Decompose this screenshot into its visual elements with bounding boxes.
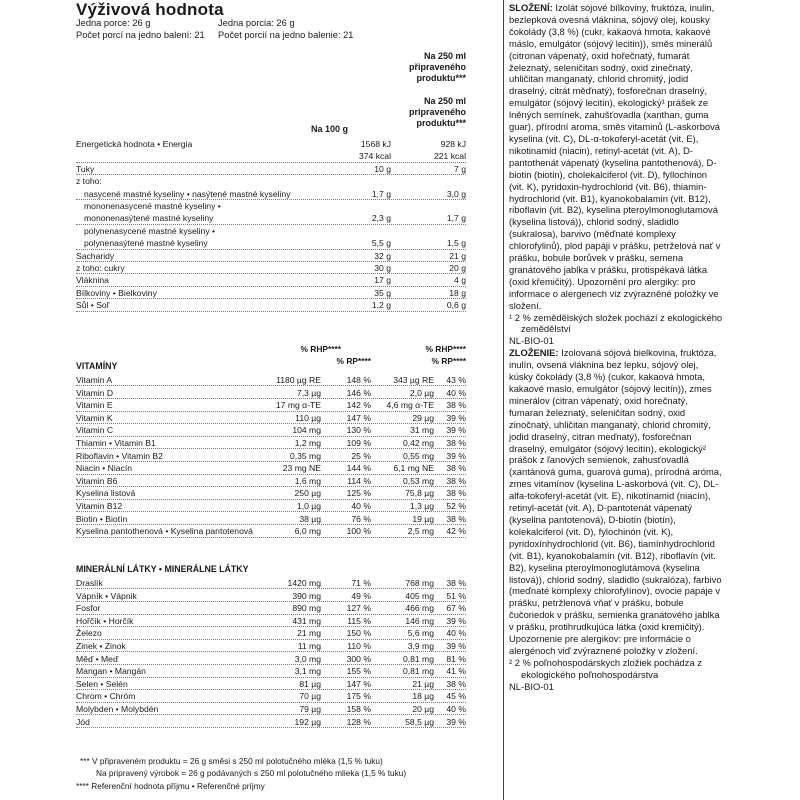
value-per-250ml: 20 g <box>449 263 466 273</box>
mineral-label: Chrom • Chróm <box>76 691 136 702</box>
amount-per-250ml: 2,0 µg <box>409 387 434 398</box>
ingredients-cz-heading: SLOŽENÍ: <box>509 2 553 13</box>
value-per-250ml: 1,5 g <box>446 238 466 249</box>
vitamin-label: Vitamin K <box>76 412 113 423</box>
nutrient-row <box>76 163 466 175</box>
nutrient-label: nasycené mastné kyseliny • nasýtené mastné kyseliny <box>84 188 291 199</box>
minerals-heading: MINERÁLNÍ LÁTKY • MINERÁLNE LÁTKY <box>76 564 249 574</box>
ingredients-sk-heading: ZLOŽENIE: <box>509 347 559 359</box>
value-per-100g: 5,5 g <box>371 238 391 249</box>
amount-per-100g: 81 µg <box>299 678 321 689</box>
nutrient-row <box>76 200 466 212</box>
vitamin-row <box>76 387 466 399</box>
value-per-100g: 35 g <box>374 287 391 298</box>
amount-per-250ml: 21 µg <box>412 678 434 689</box>
percent-ri-per-250ml: 38 % <box>446 578 466 588</box>
amount-per-250ml: 343 µg RE <box>393 375 434 385</box>
percent-ri-per-100g: 40 % <box>351 501 371 511</box>
organic-note-sk: ² 2 % poľnohospodárskych zložiek pochádza z ekologického poľnohospodárstva <box>509 656 702 680</box>
nutrient-row <box>76 299 466 311</box>
percent-ri-per-100g: 49 % <box>351 590 371 601</box>
vitamin-row <box>76 487 466 499</box>
nutrient-row <box>76 175 466 187</box>
servings-per-pack-cz: Počet porcí na jedno balení: 21 <box>76 30 205 40</box>
mineral-label: Selen • Selén <box>76 678 128 689</box>
percent-ri-per-250ml: 39 % <box>446 412 466 423</box>
value-per-100g: 10 g <box>374 163 391 174</box>
amount-per-250ml: 146 mg <box>405 615 434 626</box>
percent-ri-per-100g: 114 % <box>347 475 371 486</box>
vitamin-row <box>76 450 466 462</box>
mineral-row <box>76 716 466 728</box>
percent-ri-per-100g: 25 % <box>351 450 371 461</box>
percent-ri-per-100g: 71 % <box>351 578 371 588</box>
nutrient-row <box>76 150 466 162</box>
percent-ri-per-100g: 109 % <box>346 438 371 448</box>
vitamin-row <box>76 399 466 411</box>
value-per-250ml: 0,6 g <box>446 300 466 311</box>
amount-per-100g: 104 mg <box>292 425 321 436</box>
amount-per-250ml: 58,5 µg <box>405 716 434 727</box>
amount-per-100g: 38 µg <box>299 513 321 524</box>
vitamin-label: Biotin • Biotín <box>76 513 128 524</box>
vitamin-label: Kyselina pantothenová • Kyselina pantotenová <box>76 526 253 537</box>
amount-per-250ml: 29 µg <box>412 412 434 423</box>
value-per-100g: 2,3 g <box>371 213 391 224</box>
amount-per-100g: 23 mg NE <box>282 463 321 474</box>
mineral-label: Draslík <box>76 578 103 588</box>
mineral-label: Fosfor <box>76 603 101 614</box>
mineral-row <box>76 665 466 677</box>
amount-per-100g: 192 µg <box>294 716 321 727</box>
percent-ri-per-100g: 158 % <box>346 704 371 714</box>
nutrient-row <box>76 225 466 237</box>
nutrient-label: Sůl • Soľ <box>76 300 110 311</box>
vitamin-row <box>76 462 466 474</box>
amount-per-100g: 431 mg <box>292 615 321 626</box>
nutrient-label: Bílkoviny • Bielkoviny <box>76 287 157 298</box>
vitamin-label: Vitamin D <box>76 387 114 398</box>
organic-code-sk: NL-BIO-01 <box>509 680 554 692</box>
value-per-250ml: 1,7 g <box>446 213 466 224</box>
amount-per-100g: 70 µg <box>299 691 321 702</box>
percent-ri-per-250ml: 40 % <box>446 387 466 398</box>
footnote-prepared-cz: *** V připraveném produktu = 26 g směsi s 250 ml polotučného mléka (1,5 % tuku) <box>80 756 383 766</box>
mineral-row <box>76 615 466 627</box>
nutrient-label: Energetická hodnota • Energia <box>76 139 193 149</box>
value-per-250ml: 221 kcal <box>433 151 466 162</box>
nutrient-label: Sacharidy <box>76 250 115 261</box>
serving-size-cz: Jedna porce: 26 g <box>76 18 151 28</box>
nutrient-row <box>76 212 466 224</box>
mineral-row <box>76 640 466 652</box>
mineral-row <box>76 678 466 690</box>
nutrient-label: z toho: cukry <box>76 263 125 273</box>
ingredients-panel <box>509 2 723 693</box>
value-per-100g: 374 kcal <box>358 151 391 162</box>
amount-per-250ml: 2,5 mg <box>407 526 434 537</box>
nutrient-row <box>76 262 466 274</box>
column-divider <box>503 0 504 800</box>
amount-per-100g: 1,0 µg <box>296 501 321 511</box>
ingredients-cz <box>509 2 723 312</box>
mineral-label: Jód <box>76 716 90 727</box>
nutrient-row <box>76 287 466 299</box>
vitamin-label: Vitamin A <box>76 375 113 385</box>
value-per-250ml: 928 kJ <box>440 139 466 149</box>
mineral-label: Zinek • Zinok <box>76 641 126 651</box>
percent-ri-per-250ml: 39 % <box>446 450 466 461</box>
amount-per-250ml: 3,9 mg <box>407 641 434 651</box>
amount-per-100g: 1180 µg RE <box>276 375 321 385</box>
percent-ri-per-100g: 110 % <box>347 641 371 651</box>
percent-ri-per-100g: 125 % <box>346 488 371 499</box>
vitamin-label: Vitamin C <box>76 425 114 436</box>
percent-ri-per-100g: 144 % <box>346 463 371 474</box>
percent-ri-per-100g: 148 % <box>346 375 371 385</box>
mineral-label: Železo <box>76 628 102 639</box>
rp-label-1: % RP**** <box>336 356 371 366</box>
percent-ri-per-100g: 146 % <box>346 387 371 398</box>
mineral-label: Molybden • Molybdén <box>76 704 159 714</box>
percent-ri-per-250ml: 40 % <box>446 628 466 639</box>
organic-note-cz: ¹ 2 % zemědělských složek pochází z ekologického zemědělství <box>509 311 723 335</box>
amount-per-100g: 250 µg <box>294 488 321 499</box>
percent-ri-per-100g: 100 % <box>346 526 371 537</box>
nutrient-label: z toho: <box>76 176 102 187</box>
amount-per-100g: 1420 mg <box>287 578 321 588</box>
amount-per-100g: 3,0 mg <box>294 653 321 664</box>
mineral-row <box>76 602 466 614</box>
mineral-label: Mangan • Mangán <box>76 666 146 677</box>
amount-per-250ml: 466 mg <box>405 603 434 614</box>
amount-per-250ml: 0,81 mg <box>402 653 434 664</box>
percent-ri-per-100g: 142 % <box>346 400 371 411</box>
organic-code-cz: NL-BIO-01 <box>509 335 554 347</box>
percent-ri-per-100g: 127 % <box>346 603 371 614</box>
nutrient-label: mononenasycené mastné kyseliny • <box>84 201 221 211</box>
page-title: Výživová hodnota <box>76 0 224 19</box>
amount-per-100g: 17 mg α-TE <box>275 400 321 411</box>
vitamin-row <box>76 424 466 436</box>
value-per-100g: 30 g <box>374 263 391 273</box>
percent-ri-per-250ml: 40 % <box>446 704 466 714</box>
percent-ri-per-100g: 130 % <box>346 425 371 436</box>
amount-per-250ml: 0,53 mg <box>402 475 434 486</box>
mineral-row <box>76 690 466 702</box>
percent-ri-per-100g: 76 % <box>351 513 371 524</box>
percent-ri-per-250ml: 38 % <box>446 438 466 448</box>
percent-ri-per-250ml: 45 % <box>446 691 466 702</box>
percent-ri-per-250ml: 52 % <box>446 501 466 511</box>
amount-per-100g: 890 mg <box>292 603 321 614</box>
percent-ri-per-100g: 150 % <box>346 628 371 639</box>
percent-ri-per-250ml: 67 % <box>446 603 466 614</box>
mineral-row <box>76 577 466 589</box>
amount-per-250ml: 20 µg <box>412 704 434 714</box>
amount-per-250ml: 0,55 mg <box>402 450 434 461</box>
percent-ri-per-100g: 115 % <box>347 615 371 626</box>
percent-ri-per-250ml: 38 % <box>446 678 466 689</box>
amount-per-250ml: 5,6 mg <box>407 628 434 639</box>
amount-per-250ml: 0,81 mg <box>402 666 434 677</box>
servings-per-pack-sk: Počet porcií na jedno balenie: 21 <box>218 30 354 40</box>
nutrient-row <box>76 250 466 262</box>
vitamin-row <box>76 437 466 449</box>
value-per-100g: 1,2 g <box>371 300 391 311</box>
vitamin-label: Niacin • Niacín <box>76 463 133 474</box>
percent-ri-per-250ml: 39 % <box>446 716 466 727</box>
amount-per-100g: 6,0 mg <box>294 526 321 537</box>
percent-ri-per-100g: 147 % <box>346 412 371 423</box>
percent-ri-per-250ml: 38 % <box>446 513 466 524</box>
amount-per-100g: 11 mg <box>297 641 321 651</box>
vitamin-label: Riboflavin • Vitamin B2 <box>76 450 163 461</box>
percent-ri-per-100g: 175 % <box>346 691 371 702</box>
vitamin-label: Vitamin B12 <box>76 501 123 511</box>
percent-ri-per-250ml: 38 % <box>446 463 466 474</box>
vitamin-label: Kyselina listová <box>76 488 136 499</box>
nutrient-row <box>76 138 466 150</box>
percent-ri-per-250ml: 39 % <box>446 425 466 436</box>
amount-per-100g: 21 mg <box>297 628 321 639</box>
amount-per-100g: 390 mg <box>292 590 321 601</box>
percent-ri-per-250ml: 51 % <box>446 590 466 601</box>
nutrient-row <box>76 188 466 200</box>
amount-per-100g: 110 µg <box>295 412 321 423</box>
rhp-label-2: % RHP**** <box>425 344 466 354</box>
mineral-row <box>76 590 466 602</box>
amount-per-250ml: 31 mg <box>410 425 434 436</box>
value-per-100g: 1568 kJ <box>360 139 391 149</box>
mineral-row <box>76 653 466 665</box>
footnote-prepared-sk: Na pripravený výrobok = 26 g podávaných s 250 ml polotučného mlieka (1,5 % tuku) <box>96 768 407 778</box>
value-per-250ml: 7 g <box>454 163 466 174</box>
value-per-250ml: 4 g <box>454 275 466 286</box>
rp-label-2: % RP**** <box>431 356 466 366</box>
percent-ri-per-250ml: 43 % <box>446 375 466 385</box>
mineral-label: Měď • Meď <box>76 653 119 664</box>
amount-per-100g: 3,1 mg <box>294 666 321 677</box>
ingredients-sk <box>509 347 723 657</box>
column-head-100g: Na 100 g <box>310 124 348 134</box>
amount-per-100g: 1,6 mg <box>294 475 321 486</box>
ingredients-sk-text: Izolovaná sójová bielkovina, fruktóza, inulín, ovsená vláknina bez lepku, sójový olej, kúsky čokolády (3,8 %) (cukor, kakaová hmota, kakaové maslo, emulgátor (sójový lecitín)), zmes minerálov (citran vápenatý, oxid horečnatý, fumaran železnatý, seleničitan sodný, oxid zinočnatý, uhličitan manganatý, chlorid chromitý, jodid draselný, citran meďnatý), fosforečnan draselný, emulgátor (sójový lecitín), ekologický² prášok z ľanových semienok, zahusťovadlá (xantánová guma, guarová guma), prírodná aróma, zmes vitamínov (kyselina L-askorbová (vit. C), DL-alfa-tokoferyl-acetát (vit. E), nikotínamid (niacín), retinyl-acetát (vit. A), D-pantotenát vápenatý (kyselina pantotenová), D-biotín (biotín), kolekalciferol (vit. D), fylochinón (vit. K), pyridoxínhydrochlorid (vit. B6), tiamínhydrochlorid (vit. B1), kyanokobalamín (vit. B12), riboflavín (vit. B2), kyselina pteroylmonoglutámová (kyselina listová)), chlorid sodný, sladidlo (sukralóza), farbivo (meďnaté komplexy chlorofylínov), ovocie papáje v prášku, petržlenová vňať v prášku, bobule čučoriedok v prášku, semienka granátového jablka v prášku, protihrudkujúca látka (oxid kremičitý). Upozornenie pre alergikov: pre informácie o alergénoch viď zvýraznené položky v zložení. <box>509 347 722 656</box>
nutrient-row <box>76 237 466 249</box>
amount-per-250ml: 0,42 mg <box>402 438 434 448</box>
amount-per-250ml: 75,8 µg <box>405 488 434 499</box>
vitamin-label: Thiamin • Vitamin B1 <box>76 438 156 448</box>
percent-ri-per-100g: 147 % <box>346 678 371 689</box>
nutrient-label: mononenasýtené mastné kyseliny <box>84 213 214 224</box>
percent-ri-per-250ml: 38 % <box>446 400 466 411</box>
value-per-100g: 32 g <box>374 250 391 261</box>
vitamin-row <box>76 513 466 525</box>
mineral-label: Vápník • Vápnik <box>76 590 137 601</box>
vitamin-row <box>76 412 466 424</box>
value-per-250ml: 18 g <box>449 287 466 298</box>
amount-per-250ml: 4,6 mg α-TE <box>386 400 434 411</box>
nutrient-label: Tuky <box>76 163 95 174</box>
vitamin-label: Vitamin E <box>76 400 113 411</box>
nutrient-label: Vláknina <box>76 275 109 286</box>
amount-per-100g: 7,3 µg <box>296 387 321 398</box>
nutrition-panel <box>76 0 466 800</box>
value-per-250ml: 3,0 g <box>446 188 466 199</box>
vitamin-row <box>76 374 466 386</box>
percent-ri-per-250ml: 38 % <box>446 475 466 486</box>
percent-ri-per-100g: 300 % <box>346 653 371 664</box>
nutrient-label: polynenasycené mastné kyseliny • <box>84 225 216 236</box>
vitamin-row <box>76 500 466 512</box>
vitamin-row <box>76 525 466 537</box>
ingredients-cz-text: Izolát sójové bílkoviny, fruktóza, inulin, bezlepková ovesná vláknina, sójový olej, kousky čokolády (3,8 %) (cukr, kakaová hmota, kakaové máslo, emulgátor (sójový lecitin)), směs minerálů (citronan vápenatý, oxid hořečnatý, fumarát železnatý, seleničitan sodný, oxid zinečnatý, uhličitan manganatý, chlorid chromitý, jodid draselný, citrát měďnatý), fosforečnan draselný, emulgátor (sójový lecitin), ekologický¹ prášek ze lněných semínek, zahušťovadla (xanthan, guma guar), přírodní aroma, směs vitaminů (L-askorbová kyselina (vit. C), DL-α-tokoferyl-acetát (vit. E), nikotinamid (niacin), retinyl-acetát (vit. A), D-pantothenát vápenatý (kyselina pantothenová), D-biotin (biotin), cholekalciferol (vit. D), fyllochinon (vit. K), pyridoxin-hydrochlorid (vit. B6), thiamin-hydrochlorid (vit. B1), kyanokobalamin (vit. B12), riboflavin (vit. B2), kyselina pteroylmonoglutamová (kyselina listová)), chlorid sodný, sladidlo (sukralosa), barvivo (měďnaté komplexy chlorofylinů), plod papáji v prášku, petrželová nať v prášku, bobule borůvek v prášku, semena granátového jablka v prášku, protispékavá látka (oxid křemičitý). Upozornění pro alergiky: pro informace o alergenech viz zvýrazněné položky ve složení. <box>509 2 721 311</box>
value-per-250ml: 21 g <box>449 250 466 261</box>
amount-per-100g: 79 µg <box>299 704 321 714</box>
amount-per-250ml: 768 mg <box>405 578 434 588</box>
nutrient-row <box>76 274 466 286</box>
percent-ri-per-100g: 155 % <box>346 666 371 677</box>
amount-per-250ml: 6,1 mg NE <box>393 463 434 474</box>
footnote-reference-intake: **** Referenční hodnota příjmu • Referenčné príjmy <box>76 781 265 791</box>
amount-per-250ml: 19 µg <box>412 513 434 524</box>
percent-ri-per-250ml: 39 % <box>446 641 466 651</box>
rhp-label-1: % RHP**** <box>300 344 341 354</box>
amount-per-250ml: 1,3 µg <box>409 501 434 511</box>
percent-ri-per-250ml: 42 % <box>446 526 466 537</box>
vitamin-label: Vitamin B6 <box>76 475 118 486</box>
serving-size-sk: Jedna porcia: 26 g <box>218 18 295 28</box>
percent-ri-per-250ml: 81 % <box>446 653 466 664</box>
nutrient-label: polynenasýtené mastné kyseliny <box>84 238 208 249</box>
vitamin-row <box>76 475 466 487</box>
value-per-100g: 1,7 g <box>371 188 391 199</box>
amount-per-100g: 1,2 mg <box>294 438 321 448</box>
mineral-row <box>76 703 466 715</box>
column-head-250ml-sk: Na 250 ml pripraveného produktu*** <box>408 96 466 128</box>
percent-ri-per-250ml: 39 % <box>446 615 466 626</box>
amount-per-250ml: 18 µg <box>412 691 434 702</box>
mineral-label: Hořčík • Horčík <box>76 615 134 626</box>
percent-ri-per-250ml: 38 % <box>446 488 466 499</box>
percent-ri-per-100g: 128 % <box>346 716 371 727</box>
value-per-100g: 17 g <box>374 275 391 286</box>
mineral-row <box>76 627 466 639</box>
vitamins-heading: VITAMÍNY <box>76 361 118 371</box>
amount-per-100g: 0,35 mg <box>289 450 321 461</box>
amount-per-250ml: 405 mg <box>405 590 434 601</box>
percent-ri-per-250ml: 41 % <box>446 666 466 677</box>
column-head-250ml-cz: Na 250 ml připraveného produktu*** <box>408 51 466 83</box>
